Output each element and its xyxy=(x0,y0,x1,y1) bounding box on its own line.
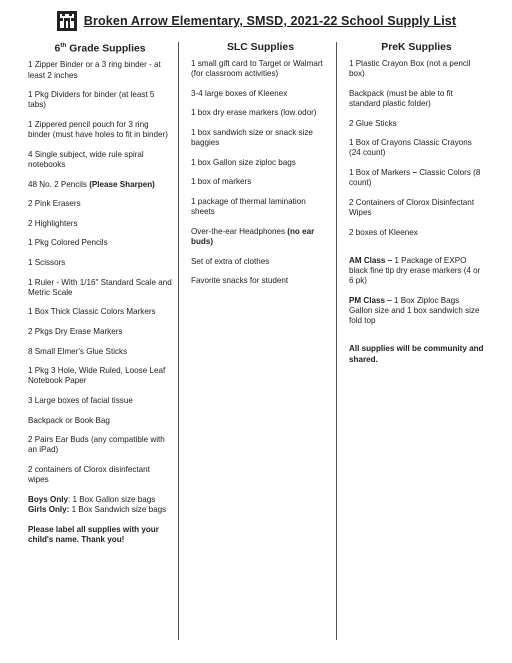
list-item: 3 Large boxes of facial tissue xyxy=(28,396,133,405)
list-item: 1 box dry erase markers (low odor) xyxy=(191,108,317,118)
sixth-grade-column xyxy=(28,42,178,640)
closing-note: Please label all supplies with your child's name. Thank you! xyxy=(28,524,159,544)
list-item: 2 Glue Sticks xyxy=(349,118,397,128)
list-item: 1 Ruler - With 1/16" Standard Scale and Metric Scale xyxy=(28,277,172,297)
list-item: 2 Pkgs Dry Erase Markers xyxy=(28,327,123,337)
list-item-markers: 1 Box of Markers – Classic Colors (8 count) xyxy=(349,167,481,188)
boys-only-item: Boys Only: 1 Box Gallon size bags xyxy=(28,494,156,504)
list-item: 2 Pink Erasers xyxy=(28,199,81,209)
list-item: 1 Pkg Colored Pencils xyxy=(28,238,108,248)
list-item-pencils: 48 No. 2 Pencils (Please Sharpen) xyxy=(28,179,155,189)
list-item: 8 Small Elmer's Glue Sticks xyxy=(28,346,128,356)
list-item: 1 Box of Crayons Classic Crayons (24 count) xyxy=(349,138,472,158)
list-item: Favorite snacks for student xyxy=(191,276,289,286)
community-note: All supplies will be community and shared. xyxy=(349,344,484,364)
supply-columns xyxy=(28,42,484,640)
list-item: 1 box of markers xyxy=(191,177,252,187)
list-item: 1 box sandwich size or snack size baggies xyxy=(191,127,313,148)
sixth-grade-heading: 6th Grade Supplies xyxy=(54,42,146,55)
list-item: 2 Pairs Ear Buds (any compatible with an iPad) xyxy=(28,435,165,455)
am-class-item: AM Class – 1 Package of EXPO black fine tip dry erase markers (4 or 6 pk) xyxy=(349,255,481,286)
list-item: 1 Pkg Dividers for binder (at least 5 tabs) xyxy=(28,90,155,110)
list-item: 1 package of thermal lamination sheets xyxy=(191,196,306,217)
girls-only-item: Girls Only: 1 Box Sandwich size bags xyxy=(28,504,167,514)
prek-column xyxy=(336,42,484,640)
list-item: 1 small gift card to Target or Walmart (for classroom activities) xyxy=(191,59,323,79)
school-building-icon xyxy=(56,10,78,32)
list-item: 3-4 large boxes of Kleenex xyxy=(191,88,288,98)
list-item: Set of extra of clothes xyxy=(191,256,270,266)
list-item: 2 boxes of Kleenex xyxy=(349,227,418,237)
prek-heading: PreK Supplies xyxy=(381,42,452,53)
list-item: Backpack or Book Bag xyxy=(28,415,110,425)
list-item: 2 Highlighters xyxy=(28,218,78,228)
slc-heading: SLC Supplies xyxy=(227,42,294,53)
list-item: Backpack (must be able to fit standard plastic folder) xyxy=(349,88,453,108)
list-item: 1 Zipper Binder or a 3 ring binder - at least 2 inches xyxy=(28,60,161,80)
slc-column xyxy=(178,42,336,640)
list-item: 1 Pkg 3 Hole, Wide Ruled, Loose Leaf Notebook Paper xyxy=(28,366,166,386)
pm-class-item: PM Class – 1 Box Ziploc Bags Gallon size and 1 box sandwich size fold top xyxy=(349,295,480,326)
list-item: 4 Single subject, wide rule spiral notebooks xyxy=(28,149,144,170)
list-item: 2 containers of Clorox disinfectant wipes xyxy=(28,464,150,485)
list-item: 1 Plastic Crayon Box (not a pencil box) xyxy=(349,59,471,79)
list-item: 1 Zippered pencil pouch for 3 ring binder (must have holes to fit in binder) xyxy=(28,120,168,140)
list-item: 1 box Gallon size ziploc bags xyxy=(191,157,296,167)
page-title: Broken Arrow Elementary, SMSD, 2021-22 School Supply List xyxy=(83,14,457,28)
list-item: 1 Box Thick Classic Colors Markers xyxy=(28,307,156,317)
list-item: 2 Containers of Clorox Disinfectant Wipes xyxy=(349,197,475,217)
list-item-headphones: Over-the-ear Headphones (no ear buds) xyxy=(191,226,315,246)
page-header xyxy=(0,8,512,34)
list-item: 1 Scissors xyxy=(28,258,66,268)
